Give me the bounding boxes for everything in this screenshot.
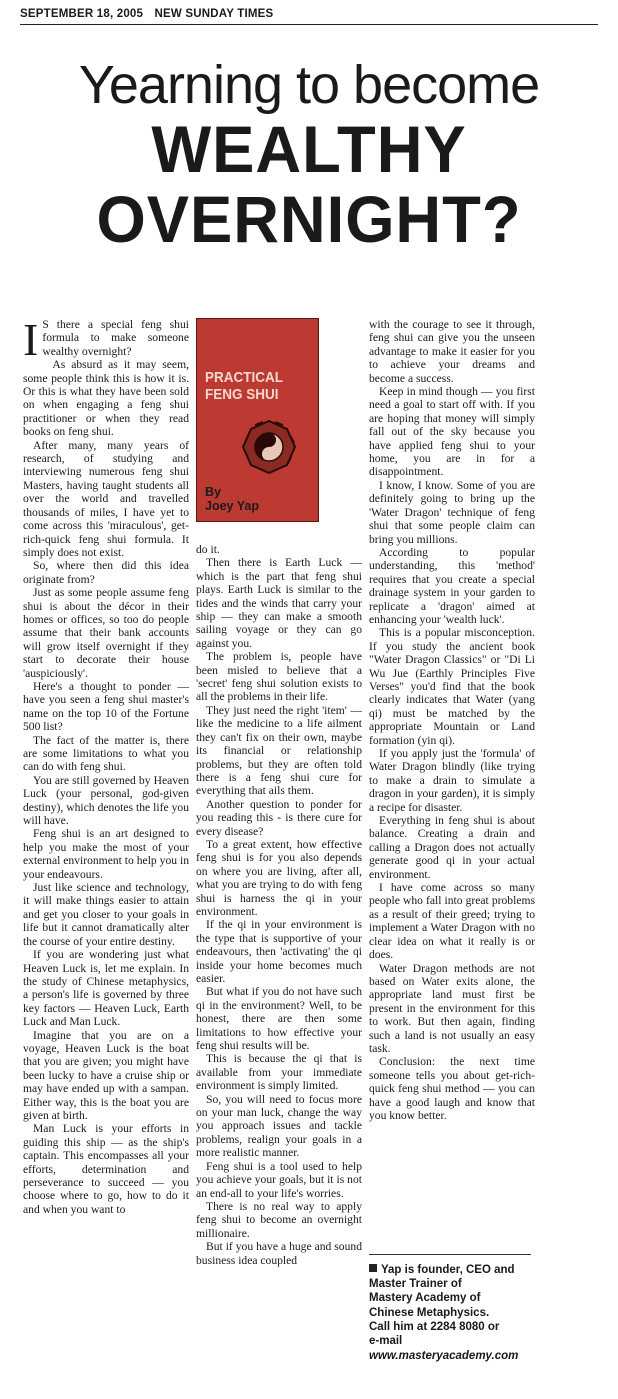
book-cover-image bbox=[196, 318, 319, 522]
paragraph: Just like science and technology, it will make things easier to attain and get you closer to your goals in life but it cannot dramatically alter the course of your entire destiny. bbox=[23, 881, 189, 948]
masthead bbox=[20, 8, 598, 20]
paragraph: Here's a thought to ponder — have you seen a feng shui master's name on the top 10 of the Fortune 500 list? bbox=[23, 679, 189, 734]
book-title: PRACTICAL FENG SHUI bbox=[205, 369, 284, 403]
paragraph: Just as some people assume feng shui is about the décor in their homes or offices, so too do people assume that their bank accounts will grow itself overnight if they start to decorate their house 'auspiciously'. bbox=[23, 586, 189, 680]
issue-date: SEPTEMBER 18, 2005 bbox=[20, 8, 144, 20]
author-bio-line: Call him at 2284 8080 or bbox=[369, 1320, 500, 1333]
masthead-rule bbox=[20, 24, 598, 25]
paragraph: If you are wondering just what Heaven Luck is, let me explain. In the study of Chinese metaphysics, a person's life is governed by three key factors — Heaven Luck, Earth Luck and Man Luck. bbox=[23, 948, 189, 1029]
paragraph: But if you have a huge and sound business idea coupled bbox=[196, 1240, 362, 1267]
bullet-square-icon bbox=[369, 1264, 377, 1272]
paragraph: There is no real way to apply feng shui to become an overnight millionaire. bbox=[196, 1199, 362, 1240]
author-bio bbox=[369, 1254, 531, 1363]
author-bio-line: Master Trainer of bbox=[369, 1278, 462, 1291]
paragraph: So, you will need to focus more on your man luck, change the way you approach issues and tackle problems, realign your goals in a more realistic manner. bbox=[196, 1092, 362, 1160]
paragraph: Feng shui is a tool used to help you achieve your goals, but it is not an end-all to your life's worries. bbox=[196, 1159, 362, 1200]
drop-cap: I bbox=[23, 314, 39, 365]
article-column-3 bbox=[369, 318, 535, 1122]
paragraph: Man Luck is your efforts in guiding this ship — as the ship's captain. This encompasses all your efforts, determination and perseverance to succeed — you choose where to go, how to do it and when you want to bbox=[23, 1122, 189, 1216]
paragraph: Imagine that you are on a voyage, Heaven Luck is the boat that you are given; you might have been lucky to have a cruise ship or may have ended up with a sampan. Either way, this is the boat you are given at birth. bbox=[23, 1028, 189, 1122]
article-column-2 bbox=[196, 543, 362, 1267]
paragraph: You are still governed by Heaven Luck (your personal, god-given destiny), which denotes the life you will have. bbox=[23, 773, 189, 828]
paragraph: Everything in feng shui is about balance. Creating a drain and calling a Dragon does not actually generate good qi in your actual environment. bbox=[369, 814, 535, 881]
paragraph: Water Dragon methods are not based on Water exits alone, the appropriate land must first be present in the environment for this to work. But then again, finding such a land is not usually an easy task. bbox=[369, 961, 535, 1055]
paragraph: Another question to ponder for you reading this - is there cure for every disease? bbox=[196, 797, 362, 838]
headline-line-1: Yearning to become bbox=[78, 55, 540, 115]
paragraph: As absurd as it may seem, some people think this is how it is. Or this is what they have been sold on when engaging a feng shui practitioner or when they read books on feng shui. bbox=[23, 358, 189, 439]
paragraph: So, where then did this idea originate from? bbox=[23, 559, 189, 586]
headline bbox=[0, 56, 618, 254]
book-author: By Joey Yap bbox=[205, 485, 259, 513]
author-bio-line: e-mail bbox=[369, 1335, 403, 1348]
paragraph: I have come across so many people who fall into great problems as a result of their greed; trying to implement a Water Dragon with no clear idea on what it really is or does. bbox=[369, 881, 535, 962]
article-column-1 bbox=[23, 314, 189, 1216]
headline-line-2: WEALTHY bbox=[151, 112, 467, 186]
paragraph: Feng shui is an art designed to help you make the most of your external environment to help you in your endeavours. bbox=[23, 827, 189, 881]
bagua-emblem-icon bbox=[241, 419, 297, 475]
author-bio-line: Yap is founder, CEO and bbox=[369, 1263, 531, 1277]
paragraph: To a great extent, how effective feng shui is for you also depends on where you are living, after all, what you are trying to do with feng shui is harness the qi in your environment. bbox=[196, 837, 362, 918]
paragraph: If you apply just the 'formula' of Water Dragon blindly (like trying to make a drain to simulate a dragon in your garden), it is simply a recipe for disaster. bbox=[369, 747, 535, 814]
paragraph: Then there is Earth Luck — which is the part that feng shui plays. Earth Luck is similar to the tides and the winds that carry your ship — they can make a smooth sailing voyage or they can go against you. bbox=[196, 556, 362, 650]
paragraph: I know, I know. Some of you are definitely going to bring up the 'Water Dragon' technique of feng shui that some people claim can bring you millions. bbox=[369, 478, 535, 546]
author-bio-line: Chinese Metaphysics. bbox=[369, 1306, 490, 1319]
author-bio-line: Mastery Academy of bbox=[369, 1292, 481, 1305]
paragraph: do it. bbox=[196, 543, 220, 556]
paragraph: with the courage to see it through, feng shui can give you the unseen advantage to make it easier for you to achieve your dreams and become a success. bbox=[369, 318, 535, 385]
paragraph: This is because the qi that is available from your immediate environment is simply limited. bbox=[196, 1052, 362, 1093]
paragraph: This is a popular misconception. If you study the ancient book "Water Dragon Classics" or "Di Li Wu Jue (Earthly Principles Five Verses" you'd find that the book clearly indicates that Water (yang qi) must be matched by the appropriate Mountain or Land formation (yin qi). bbox=[369, 626, 535, 747]
paragraph: Conclusion: the next time someone tells you about get-rich-quick feng shui method — you can have a good laugh and know that you know better. bbox=[369, 1055, 535, 1122]
author-website-link[interactable]: www.masteryacademy.com bbox=[369, 1350, 519, 1363]
paragraph: Keep in mind though — you first need a goal to start off with. If you are hoping that money will simply fall out of the sky because you have applied feng shui to your home, you are in for a disappointment. bbox=[369, 385, 535, 479]
paragraph: The problem is, people have been misled to believe that a 'secret' feng shui solution exists to all the problems in their life. bbox=[196, 650, 362, 704]
publication-name: NEW SUNDAY TIMES bbox=[154, 8, 274, 20]
paragraph: According to popular understanding, this 'method' requires that you create a special drainage system in your garden to replicate a 'dragon' aimed at enhancing your 'wealth luck'. bbox=[369, 545, 535, 626]
headline-line-3: OVERNIGHT? bbox=[96, 182, 522, 256]
paragraph: They just need the right 'item' — like the medicine to a life ailment they can't fix on their own, maybe its financial or relationship problems, but they are often told there is a feng shui cure for everything that ails them. bbox=[196, 703, 362, 798]
paragraph: The fact of the matter is, there are some limitations to what you can do with feng shui. bbox=[23, 733, 189, 774]
paragraph: If the qi in your environment is the type that is supportive of your endeavours, then 'activating' the qi inside your home becomes much easier. bbox=[196, 918, 362, 985]
paragraph: I S there a special feng shui formula to make someone wealthy overnight? bbox=[23, 314, 189, 365]
paragraph: After many, many years of research, of studying and interviewing numerous feng shui Masters, having taught students all over the world and travelled thousands of miles, I have yet to come across this 'miraculous', get-rich-quick feng shui formula. It simply does not exist. bbox=[23, 438, 189, 559]
paragraph: But what if you do not have such qi in the environment? Well, to be honest, there are then some limitations to how effective your feng shui results will be. bbox=[196, 985, 362, 1053]
